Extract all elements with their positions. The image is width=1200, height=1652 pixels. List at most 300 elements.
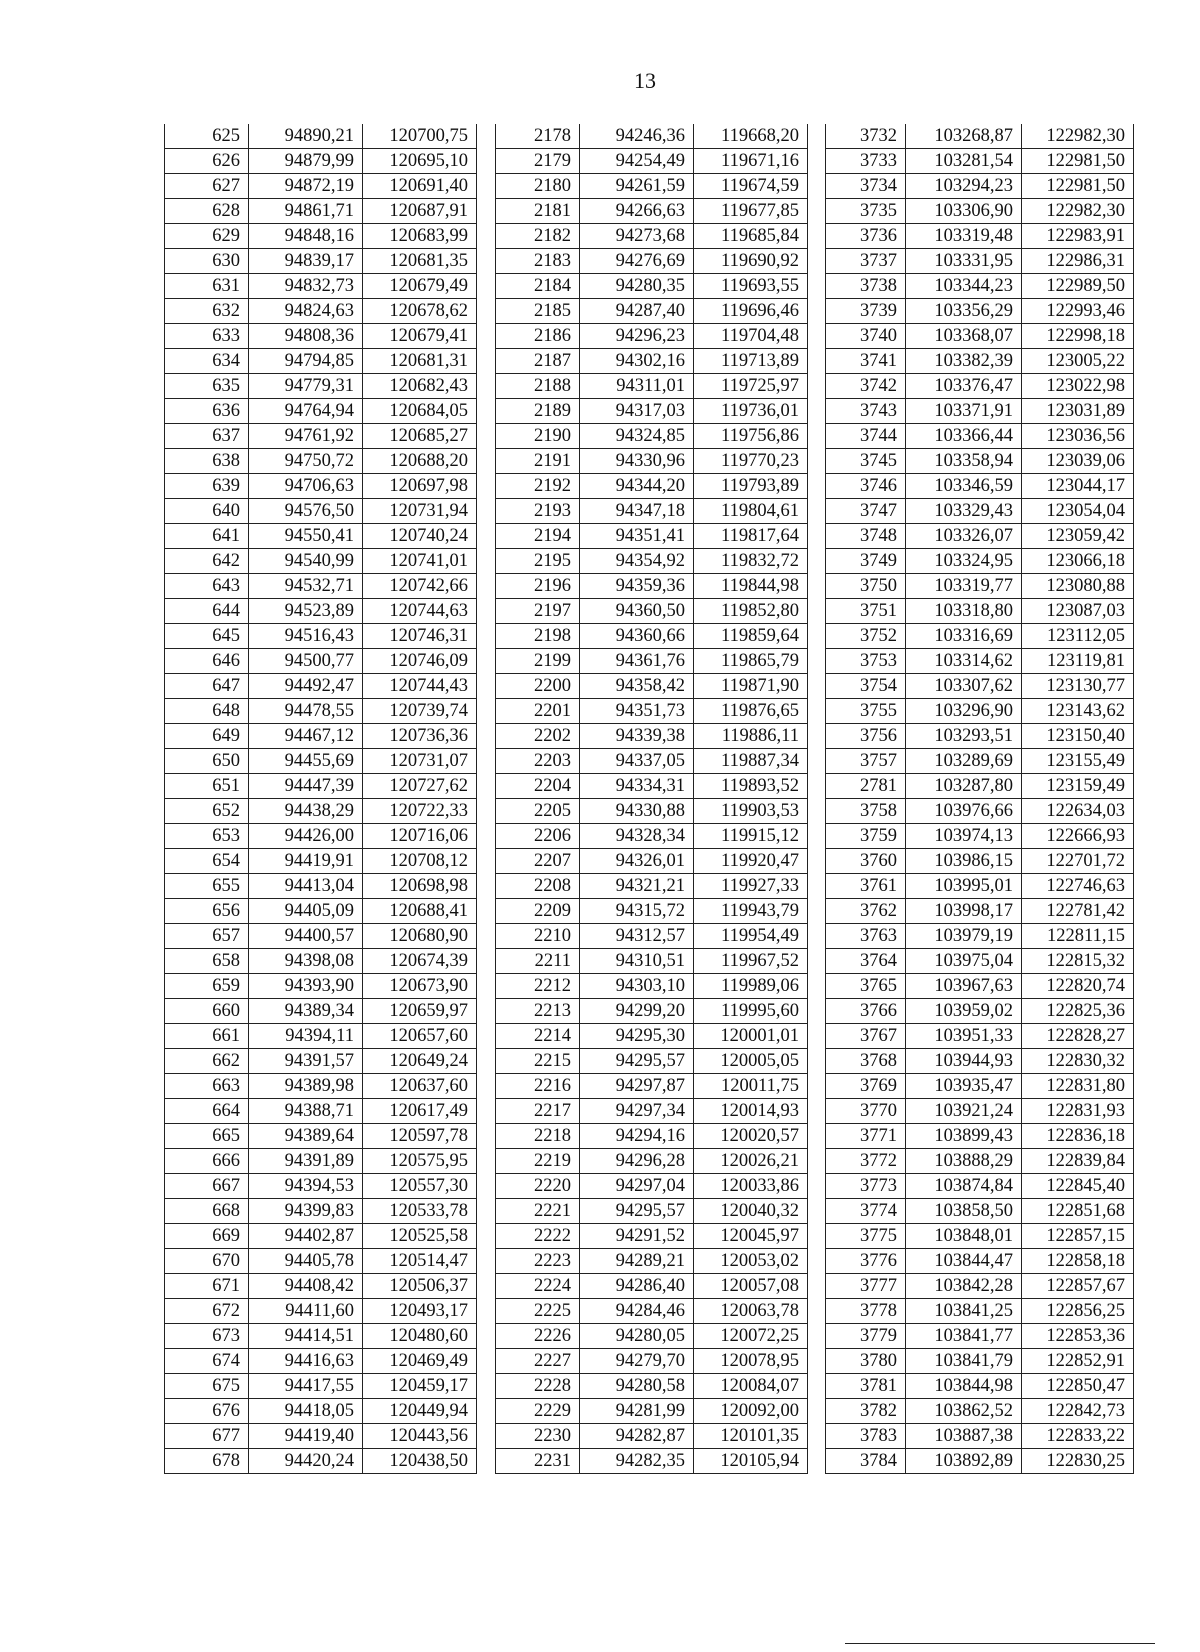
point-number-cell: 668 [165,1199,249,1224]
table-row [496,949,808,974]
point-number-cell: 2190 [496,424,580,449]
x-coordinate-cell: 103935,47 [906,1074,1022,1099]
table-row [496,1149,808,1174]
y-coordinate-cell: 120101,35 [694,1424,808,1449]
x-coordinate-cell: 94824,63 [249,299,363,324]
point-number-cell: 3782 [826,1399,906,1424]
x-coordinate-cell: 94416,63 [249,1349,363,1374]
point-number-cell: 2182 [496,224,580,249]
x-coordinate-cell: 94750,72 [249,449,363,474]
table-row [826,924,1134,949]
x-coordinate-cell: 103268,87 [906,124,1022,149]
point-number-cell: 3755 [826,699,906,724]
y-coordinate-cell: 119943,79 [694,899,808,924]
x-coordinate-cell: 94282,87 [580,1424,694,1449]
x-coordinate-cell: 94351,73 [580,699,694,724]
y-coordinate-cell: 119871,90 [694,674,808,699]
y-coordinate-cell: 123112,05 [1022,624,1134,649]
x-coordinate-cell: 103366,44 [906,424,1022,449]
x-coordinate-cell: 103841,79 [906,1349,1022,1374]
table-row [496,449,808,474]
table-row [165,149,477,174]
x-coordinate-cell: 94337,05 [580,749,694,774]
table-row [826,1099,1134,1124]
y-coordinate-cell: 120746,09 [363,649,477,674]
x-coordinate-cell: 94330,88 [580,799,694,824]
table-row [496,574,808,599]
x-coordinate-cell: 94359,36 [580,574,694,599]
point-number-cell: 3775 [826,1224,906,1249]
table-row [165,699,477,724]
point-number-cell: 657 [165,924,249,949]
point-number-cell: 2209 [496,899,580,924]
y-coordinate-cell: 120659,97 [363,999,477,1024]
point-number-cell: 642 [165,549,249,574]
x-coordinate-cell: 103371,91 [906,399,1022,424]
point-number-cell: 651 [165,774,249,799]
table-row [826,474,1134,499]
point-number-cell: 2181 [496,199,580,224]
y-coordinate-cell: 119859,64 [694,624,808,649]
table-row [165,649,477,674]
table-row [496,174,808,199]
x-coordinate-cell: 103986,15 [906,849,1022,874]
y-coordinate-cell: 122830,32 [1022,1049,1134,1074]
point-number-cell: 638 [165,449,249,474]
table-row [496,1199,808,1224]
point-number-cell: 3758 [826,799,906,824]
point-number-cell: 631 [165,274,249,299]
y-coordinate-cell: 120045,97 [694,1224,808,1249]
point-number-cell: 3756 [826,724,906,749]
y-coordinate-cell: 119920,47 [694,849,808,874]
point-number-cell: 2227 [496,1349,580,1374]
point-number-cell: 3733 [826,149,906,174]
table-row [165,524,477,549]
table-row [826,1149,1134,1174]
x-coordinate-cell: 94761,92 [249,424,363,449]
point-number-cell: 2201 [496,699,580,724]
x-coordinate-cell: 103287,80 [906,774,1022,799]
y-coordinate-cell: 123150,40 [1022,724,1134,749]
y-coordinate-cell: 122853,36 [1022,1324,1134,1349]
table-row [496,899,808,924]
x-coordinate-cell: 94839,17 [249,249,363,274]
y-coordinate-cell: 119832,72 [694,549,808,574]
x-coordinate-cell: 103888,29 [906,1149,1022,1174]
y-coordinate-cell: 123087,03 [1022,599,1134,624]
table-row [496,274,808,299]
y-coordinate-cell: 119713,89 [694,349,808,374]
table-row [496,1224,808,1249]
y-coordinate-cell: 120736,36 [363,724,477,749]
table-row [165,724,477,749]
y-coordinate-cell: 119989,06 [694,974,808,999]
x-coordinate-cell: 103296,90 [906,699,1022,724]
table-row [165,124,477,149]
y-coordinate-cell: 120438,50 [363,1449,477,1474]
x-coordinate-cell: 94286,40 [580,1274,694,1299]
table-row [826,1124,1134,1149]
table-row [826,349,1134,374]
x-coordinate-cell: 94276,69 [580,249,694,274]
point-number-cell: 646 [165,649,249,674]
x-coordinate-cell: 94299,20 [580,999,694,1024]
x-coordinate-cell: 94516,43 [249,624,363,649]
point-number-cell: 2229 [496,1399,580,1424]
x-coordinate-cell: 103874,84 [906,1174,1022,1199]
table-row [826,1224,1134,1249]
point-number-cell: 627 [165,174,249,199]
point-number-cell: 629 [165,224,249,249]
table-row [826,874,1134,899]
x-coordinate-cell: 103346,59 [906,474,1022,499]
y-coordinate-cell: 122781,42 [1022,899,1134,924]
table-row [165,949,477,974]
x-coordinate-cell: 94302,16 [580,349,694,374]
y-coordinate-cell: 122982,30 [1022,124,1134,149]
coordinate-table [825,124,1134,1474]
y-coordinate-cell: 123080,88 [1022,574,1134,599]
table-row [165,474,477,499]
table-row [826,649,1134,674]
x-coordinate-cell: 94438,29 [249,799,363,824]
y-coordinate-cell: 122634,03 [1022,799,1134,824]
point-number-cell: 3732 [826,124,906,149]
x-coordinate-cell: 94281,99 [580,1399,694,1424]
point-number-cell: 674 [165,1349,249,1374]
y-coordinate-cell: 123005,22 [1022,349,1134,374]
point-number-cell: 2199 [496,649,580,674]
x-coordinate-cell: 94361,76 [580,649,694,674]
x-coordinate-cell: 94279,70 [580,1349,694,1374]
y-coordinate-cell: 119865,79 [694,649,808,674]
table-row [826,1249,1134,1274]
x-coordinate-cell: 94455,69 [249,749,363,774]
x-coordinate-cell: 94872,19 [249,174,363,199]
table-row [165,174,477,199]
table-row [165,399,477,424]
point-number-cell: 3757 [826,749,906,774]
y-coordinate-cell: 120727,62 [363,774,477,799]
x-coordinate-cell: 94420,24 [249,1449,363,1474]
x-coordinate-cell: 103358,94 [906,449,1022,474]
point-number-cell: 3734 [826,174,906,199]
x-coordinate-cell: 94389,64 [249,1124,363,1149]
point-number-cell: 2212 [496,974,580,999]
point-number-cell: 3742 [826,374,906,399]
x-coordinate-cell: 103326,07 [906,524,1022,549]
table-row [496,1399,808,1424]
table-row [496,1324,808,1349]
point-number-cell: 3770 [826,1099,906,1124]
x-coordinate-cell: 94540,99 [249,549,363,574]
point-number-cell: 3739 [826,299,906,324]
table-row [826,424,1134,449]
point-number-cell: 2219 [496,1149,580,1174]
point-number-cell: 2214 [496,1024,580,1049]
point-number-cell: 672 [165,1299,249,1324]
point-number-cell: 3736 [826,224,906,249]
y-coordinate-cell: 122982,30 [1022,199,1134,224]
x-coordinate-cell: 103887,38 [906,1424,1022,1449]
y-coordinate-cell: 120525,58 [363,1224,477,1249]
table-row [496,124,808,149]
table-row [165,549,477,574]
table-row [496,299,808,324]
x-coordinate-cell: 94890,21 [249,124,363,149]
point-number-cell: 3762 [826,899,906,924]
x-coordinate-cell: 94391,89 [249,1149,363,1174]
point-number-cell: 636 [165,399,249,424]
table-row [496,674,808,699]
x-coordinate-cell: 103858,50 [906,1199,1022,1224]
table-row [496,1049,808,1074]
point-number-cell: 2231 [496,1449,580,1474]
table-row [826,799,1134,824]
x-coordinate-cell: 94284,46 [580,1299,694,1324]
table-row [826,1024,1134,1049]
point-number-cell: 666 [165,1149,249,1174]
y-coordinate-cell: 119915,12 [694,824,808,849]
point-number-cell: 626 [165,149,249,174]
x-coordinate-cell: 94576,50 [249,499,363,524]
x-coordinate-cell: 103324,95 [906,549,1022,574]
x-coordinate-cell: 103841,25 [906,1299,1022,1324]
y-coordinate-cell: 122811,15 [1022,924,1134,949]
x-coordinate-cell: 94393,90 [249,974,363,999]
point-number-cell: 670 [165,1249,249,1274]
x-coordinate-cell: 94294,16 [580,1124,694,1149]
table-row [826,224,1134,249]
x-coordinate-cell: 94347,18 [580,499,694,524]
point-number-cell: 2205 [496,799,580,824]
y-coordinate-cell: 122993,46 [1022,299,1134,324]
x-coordinate-cell: 94550,41 [249,524,363,549]
x-coordinate-cell: 103892,89 [906,1449,1022,1474]
point-number-cell: 2200 [496,674,580,699]
point-number-cell: 3752 [826,624,906,649]
y-coordinate-cell: 122825,36 [1022,999,1134,1024]
x-coordinate-cell: 94354,92 [580,549,694,574]
point-number-cell: 3743 [826,399,906,424]
table-row [165,1149,477,1174]
table-row [826,324,1134,349]
point-number-cell: 665 [165,1124,249,1149]
point-number-cell: 3740 [826,324,906,349]
y-coordinate-cell: 122981,50 [1022,174,1134,199]
point-number-cell: 2194 [496,524,580,549]
point-number-cell: 2192 [496,474,580,499]
table-row [496,924,808,949]
point-number-cell: 2189 [496,399,580,424]
x-coordinate-cell: 103979,19 [906,924,1022,949]
y-coordinate-cell: 120744,43 [363,674,477,699]
point-number-cell: 3779 [826,1324,906,1349]
table-row [826,1049,1134,1074]
table-row [165,199,477,224]
table-row [165,774,477,799]
point-number-cell: 3748 [826,524,906,549]
table-row [496,224,808,249]
y-coordinate-cell: 119690,92 [694,249,808,274]
x-coordinate-cell: 94808,36 [249,324,363,349]
y-coordinate-cell: 122981,50 [1022,149,1134,174]
x-coordinate-cell: 94303,10 [580,974,694,999]
x-coordinate-cell: 94426,00 [249,824,363,849]
table-row [496,799,808,824]
table-row [826,899,1134,924]
x-coordinate-cell: 94326,01 [580,849,694,874]
table-row [496,974,808,999]
point-number-cell: 2226 [496,1324,580,1349]
point-number-cell: 2202 [496,724,580,749]
table-row [496,399,808,424]
x-coordinate-cell: 94394,11 [249,1024,363,1049]
table-row [496,149,808,174]
point-number-cell: 3750 [826,574,906,599]
table-row [165,1199,477,1224]
y-coordinate-cell: 120673,90 [363,974,477,999]
y-coordinate-cell: 120744,63 [363,599,477,624]
table-row [496,749,808,774]
y-coordinate-cell: 119927,33 [694,874,808,899]
table-row [165,924,477,949]
x-coordinate-cell: 103344,23 [906,274,1022,299]
x-coordinate-cell: 94296,23 [580,324,694,349]
table-row [826,824,1134,849]
x-coordinate-cell: 103307,62 [906,674,1022,699]
table-row [165,449,477,474]
x-coordinate-cell: 94389,34 [249,999,363,1024]
point-number-cell: 3773 [826,1174,906,1199]
point-number-cell: 2215 [496,1049,580,1074]
x-coordinate-cell: 94358,42 [580,674,694,699]
x-coordinate-cell: 94280,58 [580,1374,694,1399]
y-coordinate-cell: 120001,01 [694,1024,808,1049]
table-row [165,599,477,624]
table-row [826,699,1134,724]
table-row [496,1249,808,1274]
point-number-cell: 635 [165,374,249,399]
y-coordinate-cell: 119793,89 [694,474,808,499]
point-number-cell: 2218 [496,1124,580,1149]
y-coordinate-cell: 123159,49 [1022,774,1134,799]
table-row [826,1449,1134,1474]
point-number-cell: 3768 [826,1049,906,1074]
y-coordinate-cell: 119876,65 [694,699,808,724]
y-coordinate-cell: 122701,72 [1022,849,1134,874]
x-coordinate-cell: 94414,51 [249,1324,363,1349]
table-row [826,174,1134,199]
x-coordinate-cell: 103995,01 [906,874,1022,899]
x-coordinate-cell: 94287,40 [580,299,694,324]
table-row [496,649,808,674]
point-number-cell: 2179 [496,149,580,174]
point-number-cell: 2193 [496,499,580,524]
x-coordinate-cell: 94500,77 [249,649,363,674]
table-row [826,1274,1134,1299]
x-coordinate-cell: 103975,04 [906,949,1022,974]
y-coordinate-cell: 120469,49 [363,1349,477,1374]
point-number-cell: 2191 [496,449,580,474]
y-coordinate-cell: 123155,49 [1022,749,1134,774]
y-coordinate-cell: 122746,63 [1022,874,1134,899]
footer-rule [845,1643,1155,1644]
table-row [165,749,477,774]
table-row [826,624,1134,649]
x-coordinate-cell: 103899,43 [906,1124,1022,1149]
table-row [496,849,808,874]
table-row [496,1299,808,1324]
coordinate-table [495,124,808,1474]
y-coordinate-cell: 120688,20 [363,449,477,474]
x-coordinate-cell: 94317,03 [580,399,694,424]
table-row [165,499,477,524]
x-coordinate-cell: 94254,49 [580,149,694,174]
table-row [165,299,477,324]
point-number-cell: 3763 [826,924,906,949]
y-coordinate-cell: 122983,91 [1022,224,1134,249]
point-number-cell: 3749 [826,549,906,574]
table-row [826,599,1134,624]
y-coordinate-cell: 120687,91 [363,199,477,224]
table-row [496,199,808,224]
table-row [165,1049,477,1074]
x-coordinate-cell: 94408,42 [249,1274,363,1299]
y-coordinate-cell: 120681,35 [363,249,477,274]
y-coordinate-cell: 120514,47 [363,1249,477,1274]
point-number-cell: 675 [165,1374,249,1399]
y-coordinate-cell: 119852,80 [694,599,808,624]
point-number-cell: 3780 [826,1349,906,1374]
x-coordinate-cell: 94400,57 [249,924,363,949]
point-number-cell: 648 [165,699,249,724]
point-number-cell: 664 [165,1099,249,1124]
y-coordinate-cell: 122828,27 [1022,1024,1134,1049]
x-coordinate-cell: 94246,36 [580,124,694,149]
y-coordinate-cell: 120708,12 [363,849,477,874]
point-number-cell: 2213 [496,999,580,1024]
point-number-cell: 2186 [496,324,580,349]
table-row [496,1274,808,1299]
y-coordinate-cell: 119995,60 [694,999,808,1024]
x-coordinate-cell: 94273,68 [580,224,694,249]
point-number-cell: 641 [165,524,249,549]
point-number-cell: 3771 [826,1124,906,1149]
table-row [826,399,1134,424]
point-number-cell: 3781 [826,1374,906,1399]
x-coordinate-cell: 94447,39 [249,774,363,799]
y-coordinate-cell: 122842,73 [1022,1399,1134,1424]
x-coordinate-cell: 94295,30 [580,1024,694,1049]
y-coordinate-cell: 120105,94 [694,1449,808,1474]
table-row [496,1124,808,1149]
y-coordinate-cell: 122986,31 [1022,249,1134,274]
table-row [496,1174,808,1199]
point-number-cell: 663 [165,1074,249,1099]
point-number-cell: 650 [165,749,249,774]
point-number-cell: 3772 [826,1149,906,1174]
table-row [496,374,808,399]
point-number-cell: 645 [165,624,249,649]
y-coordinate-cell: 120731,07 [363,749,477,774]
table-row [826,449,1134,474]
x-coordinate-cell: 94310,51 [580,949,694,974]
x-coordinate-cell: 103329,43 [906,499,1022,524]
y-coordinate-cell: 123031,89 [1022,399,1134,424]
point-number-cell: 662 [165,1049,249,1074]
